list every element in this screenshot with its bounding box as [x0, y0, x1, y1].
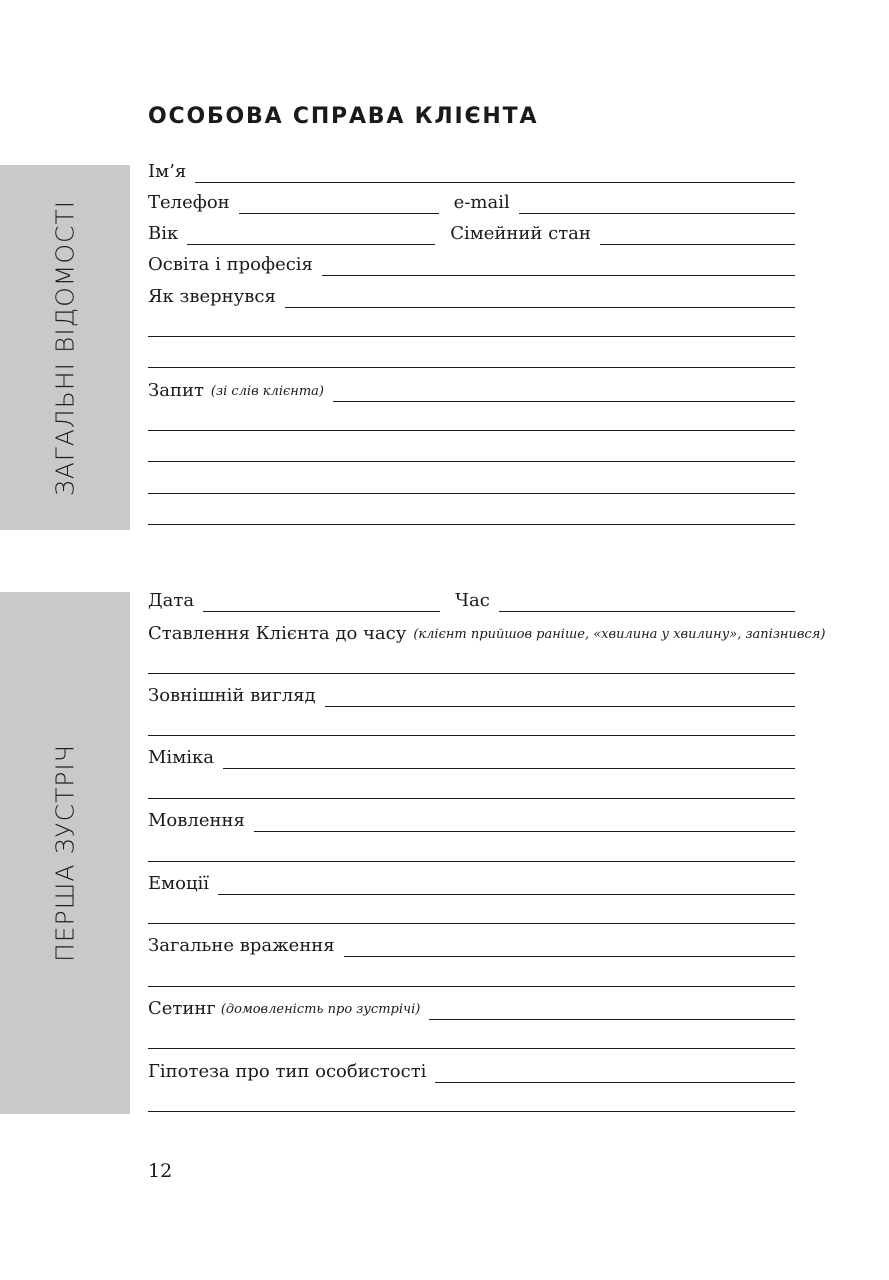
referral-field[interactable]: [285, 301, 795, 308]
email-field[interactable]: [519, 207, 795, 214]
request-row: [148, 374, 795, 402]
age-field[interactable]: [187, 238, 435, 245]
date-field[interactable]: [203, 605, 440, 612]
age-label: Вік: [148, 223, 179, 244]
education-field[interactable]: [322, 269, 795, 276]
emotions-row: [148, 867, 795, 895]
hypothesis-row: [148, 1055, 795, 1083]
appearance-label: Зовнішній вигляд: [148, 685, 316, 706]
appearance-extra-line[interactable]: [148, 735, 795, 736]
hypothesis-label: Гіпотеза про тип особистості: [148, 1061, 427, 1082]
emotions-extra-line[interactable]: [148, 923, 795, 924]
name-label: Ім’я: [148, 161, 187, 182]
marital-status-field[interactable]: [600, 238, 795, 245]
section-tab-first-meeting: [0, 592, 130, 1114]
request-field[interactable]: [333, 395, 795, 402]
setting-row: [148, 992, 795, 1020]
date-label: Дата: [148, 590, 195, 611]
section-tab-first-meeting-label: ПЕРША ЗУСТРІЧ: [50, 744, 80, 962]
hypothesis-field[interactable]: [435, 1076, 795, 1083]
phone-label: Телефон: [148, 192, 230, 213]
facial-expressions-label: Міміка: [148, 747, 214, 768]
request-label: Запит: [148, 380, 204, 401]
email-label: e-mail: [453, 192, 510, 213]
request-extra-line[interactable]: [148, 493, 795, 494]
time-label: Час: [455, 590, 490, 611]
appearance-field[interactable]: [325, 700, 795, 707]
attitude-line[interactable]: [148, 673, 795, 674]
attitude-label: Ставлення Клієнта до часу: [148, 623, 407, 644]
time-field[interactable]: [499, 605, 795, 612]
section-tab-general-info: [0, 165, 130, 530]
section-tab-general-info-label: ЗАГАЛЬНІ ВІДОМОСТІ: [50, 199, 80, 496]
referral-label: Як звернувся: [148, 286, 276, 307]
referral-row: [148, 280, 795, 308]
setting-field[interactable]: [429, 1013, 795, 1020]
speech-label: Мовлення: [148, 810, 245, 831]
facial-expressions-row: [148, 741, 795, 769]
page-number: 12: [148, 1160, 173, 1182]
phone-field[interactable]: [239, 207, 439, 214]
request-hint: (зі слів клієнта): [210, 384, 324, 399]
marital-status-label: Сімейний стан: [450, 223, 591, 244]
education-row: [148, 248, 795, 276]
speech-row: [148, 804, 795, 832]
general-impression-extra-line[interactable]: [148, 986, 795, 987]
name-row: [148, 155, 795, 183]
referral-extra-line[interactable]: [148, 336, 795, 337]
phone-email-row: [148, 186, 795, 214]
setting-hint: (домовленість про зустрічі): [220, 1002, 421, 1017]
speech-field[interactable]: [254, 825, 795, 832]
request-extra-line[interactable]: [148, 461, 795, 462]
page-title: ОСОБОВА СПРАВА КЛІЄНТА: [148, 104, 539, 129]
setting-label: Сетинг: [148, 998, 216, 1019]
emotions-label: Емоції: [148, 873, 210, 894]
speech-extra-line[interactable]: [148, 861, 795, 862]
general-impression-row: [148, 929, 795, 957]
attitude-hint: (клієнт прийшов раніше, «хвилина у хвилину», запізнився): [413, 627, 826, 642]
request-extra-line[interactable]: [148, 524, 795, 525]
name-field[interactable]: [195, 176, 795, 183]
emotions-field[interactable]: [218, 888, 795, 895]
date-time-row: [148, 584, 795, 612]
attitude-row: [148, 617, 826, 645]
general-impression-field[interactable]: [344, 950, 795, 957]
appearance-row: [148, 679, 795, 707]
setting-extra-line[interactable]: [148, 1048, 795, 1049]
age-marital-row: [148, 217, 795, 245]
request-extra-line[interactable]: [148, 430, 795, 431]
facial-expressions-extra-line[interactable]: [148, 798, 795, 799]
facial-expressions-field[interactable]: [223, 762, 795, 769]
hypothesis-extra-line[interactable]: [148, 1111, 795, 1112]
referral-extra-line[interactable]: [148, 367, 795, 368]
education-label: Освіта і професія: [148, 254, 313, 275]
general-impression-label: Загальне враження: [148, 935, 335, 956]
